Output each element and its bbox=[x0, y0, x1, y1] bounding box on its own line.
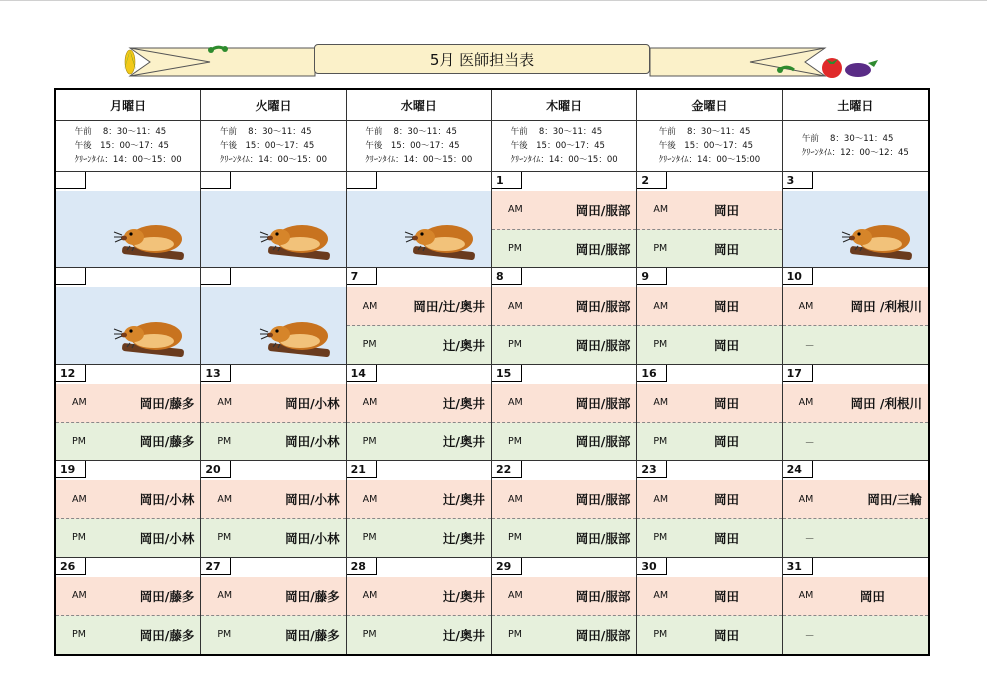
am-slot bbox=[492, 384, 636, 423]
day-number-box bbox=[492, 365, 636, 384]
pm-doctors: 辻/奥井 bbox=[442, 530, 485, 546]
pm-doctors: 岡田/服部 bbox=[575, 337, 631, 353]
am-slot bbox=[492, 191, 636, 230]
am-doctors: 辻/奥井 bbox=[442, 395, 485, 411]
weekday-header: 金曜日 bbox=[637, 90, 782, 121]
day-cell bbox=[56, 268, 201, 364]
day-number: 19 bbox=[56, 461, 86, 478]
mole-icon bbox=[258, 312, 334, 358]
day-number-box bbox=[201, 558, 345, 577]
office-hours: 午前 8：30～11：45 ｸﾘｰﾝﾀｲﾑ：12：00～12：45 bbox=[783, 121, 928, 172]
day-number-box bbox=[56, 268, 200, 287]
am-label: AM bbox=[72, 397, 87, 409]
pm-doctors: 岡田/小林 bbox=[285, 530, 340, 546]
pm-slot bbox=[637, 423, 781, 461]
pm-slot bbox=[637, 326, 781, 364]
day-number: 3 bbox=[783, 172, 813, 189]
am-doctors: 岡田 /利根川 bbox=[850, 299, 922, 315]
am-doctors: 岡田/服部 bbox=[575, 395, 631, 411]
day-cell bbox=[56, 365, 201, 461]
am-slot bbox=[56, 480, 200, 519]
day-cell bbox=[56, 172, 201, 268]
day-number: 13 bbox=[201, 365, 231, 382]
day-number-box bbox=[637, 461, 781, 480]
day-number: 8 bbox=[492, 268, 522, 285]
pm-label: PM bbox=[507, 629, 522, 641]
am-slot bbox=[783, 480, 928, 519]
pm-slot bbox=[783, 326, 928, 364]
pm-label: PM bbox=[653, 532, 668, 544]
am-slot bbox=[637, 191, 781, 230]
am-slot bbox=[492, 480, 636, 519]
am-label: AM bbox=[507, 397, 523, 409]
pm-label: PM bbox=[507, 339, 522, 351]
no-consultation-mark: － bbox=[804, 437, 815, 449]
pm-slot bbox=[56, 519, 200, 557]
pm-label: PM bbox=[362, 532, 377, 544]
am-slot bbox=[637, 287, 781, 326]
am-label: AM bbox=[72, 590, 87, 602]
am-doctors: 岡田/小林 bbox=[285, 395, 340, 411]
pm-slot bbox=[347, 519, 491, 557]
pm-label: PM bbox=[217, 629, 232, 641]
pm-label: PM bbox=[72, 629, 86, 641]
pm-label: PM bbox=[362, 435, 377, 447]
day-cell bbox=[201, 172, 346, 268]
day-number: 20 bbox=[201, 461, 231, 478]
day-number-box bbox=[637, 558, 781, 577]
pm-label: PM bbox=[362, 629, 377, 641]
am-label: AM bbox=[653, 300, 669, 312]
pm-slot bbox=[492, 616, 636, 654]
am-label: AM bbox=[507, 204, 523, 216]
day-number bbox=[347, 172, 377, 189]
pm-doctors: 辻/奥井 bbox=[442, 434, 485, 450]
day-number: 27 bbox=[201, 558, 231, 575]
am-label: AM bbox=[217, 590, 233, 602]
pm-label: PM bbox=[653, 435, 668, 447]
am-label: AM bbox=[653, 590, 669, 602]
am-doctors: 岡田/藤多 bbox=[139, 395, 195, 411]
mole-icon bbox=[112, 312, 188, 358]
pm-slot bbox=[56, 423, 200, 461]
pm-slot bbox=[783, 519, 928, 557]
pm-doctors: 岡田/服部 bbox=[575, 434, 631, 450]
mole-icon bbox=[112, 215, 188, 261]
am-label: AM bbox=[217, 397, 233, 409]
pm-doctors: 岡田/小林 bbox=[139, 530, 195, 546]
am-doctors: 岡田 bbox=[713, 299, 739, 315]
pm-doctors: 岡田/藤多 bbox=[139, 434, 195, 450]
pm-slot bbox=[637, 616, 781, 654]
closed-day bbox=[347, 191, 491, 267]
weekday-header: 木曜日 bbox=[492, 90, 637, 121]
office-hours: 午前 8：30～11：45 午後 15：00～17：45 ｸﾘｰﾝﾀｲﾑ：14：00～15：00 bbox=[347, 121, 492, 172]
eggplant-icon bbox=[845, 60, 878, 77]
pm-label: PM bbox=[217, 532, 232, 544]
day-number: 28 bbox=[347, 558, 377, 575]
am-label: AM bbox=[217, 493, 233, 505]
day-number-box bbox=[492, 172, 636, 191]
day-number-box bbox=[492, 268, 636, 287]
am-label: AM bbox=[798, 397, 814, 409]
pm-slot bbox=[492, 423, 636, 461]
day-number-box bbox=[783, 558, 928, 577]
am-doctors: 岡田/藤多 bbox=[285, 588, 340, 604]
pm-doctors: 岡田 bbox=[713, 241, 739, 257]
mole-icon bbox=[258, 215, 334, 261]
pm-slot bbox=[347, 423, 491, 461]
pm-slot bbox=[201, 519, 345, 557]
pm-slot bbox=[347, 616, 491, 654]
tomato-icon bbox=[822, 58, 842, 78]
am-doctors: 岡田/藤多 bbox=[139, 588, 195, 604]
closed-day bbox=[56, 191, 200, 267]
pm-label: PM bbox=[217, 435, 232, 447]
am-label: AM bbox=[798, 590, 814, 602]
am-doctors: 岡田/服部 bbox=[575, 492, 631, 508]
am-doctors: 岡田 bbox=[713, 202, 739, 218]
am-slot bbox=[637, 384, 781, 423]
day-number-box bbox=[783, 268, 928, 287]
day-cell bbox=[347, 365, 492, 461]
am-slot bbox=[492, 287, 636, 326]
am-doctors: 岡田/三輪 bbox=[867, 492, 922, 508]
day-number-box bbox=[637, 365, 781, 384]
day-number-box bbox=[347, 365, 491, 384]
no-consultation-mark: － bbox=[804, 631, 815, 643]
pm-label: PM bbox=[72, 435, 86, 447]
am-label: AM bbox=[362, 493, 378, 505]
pm-label: PM bbox=[507, 243, 522, 255]
pm-slot bbox=[783, 616, 928, 654]
day-number: 24 bbox=[783, 461, 813, 478]
day-number-box bbox=[492, 558, 636, 577]
pm-slot bbox=[492, 230, 636, 268]
day-number-box bbox=[783, 461, 928, 480]
am-doctors: 岡田/服部 bbox=[575, 299, 631, 315]
am-doctors: 岡田 /利根川 bbox=[850, 395, 922, 411]
pm-label: PM bbox=[72, 532, 86, 544]
pm-label: PM bbox=[653, 339, 668, 351]
day-number: 30 bbox=[637, 558, 667, 575]
day-cell bbox=[783, 365, 928, 461]
day-number-box bbox=[201, 172, 345, 191]
corn-icon bbox=[123, 50, 137, 74]
am-doctors: 岡田/小林 bbox=[285, 492, 340, 508]
pm-label: PM bbox=[362, 339, 377, 351]
am-label: AM bbox=[72, 493, 87, 505]
am-doctors: 岡田/小林 bbox=[139, 492, 195, 508]
office-hours: 午前 8：30～11：45 午後 15：00～17：45 ｸﾘｰﾝﾀｲﾑ：14：00～15：00 bbox=[56, 121, 201, 172]
am-slot bbox=[637, 577, 781, 616]
weekday-header: 火曜日 bbox=[201, 90, 346, 121]
am-doctors: 岡田 bbox=[713, 395, 739, 411]
day-number: 31 bbox=[783, 558, 813, 575]
pm-slot bbox=[201, 423, 345, 461]
am-slot bbox=[347, 480, 491, 519]
am-slot bbox=[347, 384, 491, 423]
day-number: 10 bbox=[783, 268, 813, 285]
weekday-header: 月曜日 bbox=[56, 90, 201, 121]
pm-doctors: 辻/奥井 bbox=[442, 337, 485, 353]
day-number: 14 bbox=[347, 365, 377, 382]
no-consultation-mark: － bbox=[804, 341, 815, 353]
pm-doctors: 岡田 bbox=[713, 627, 739, 643]
am-label: AM bbox=[798, 493, 814, 505]
am-slot bbox=[783, 577, 928, 616]
day-number: 15 bbox=[492, 365, 522, 382]
am-label: AM bbox=[653, 397, 669, 409]
am-slot bbox=[201, 480, 345, 519]
day-number: 7 bbox=[347, 268, 377, 285]
pm-doctors: 岡田 bbox=[713, 434, 739, 450]
am-slot bbox=[201, 384, 345, 423]
am-doctors: 岡田/服部 bbox=[575, 202, 631, 218]
day-number-box bbox=[201, 365, 345, 384]
day-number: 21 bbox=[347, 461, 377, 478]
day-number bbox=[201, 268, 231, 285]
am-label: AM bbox=[362, 300, 378, 312]
day-number-box bbox=[56, 558, 200, 577]
day-number: 2 bbox=[637, 172, 667, 189]
am-slot bbox=[783, 287, 928, 326]
day-number-box bbox=[201, 268, 345, 287]
mole-icon bbox=[840, 215, 916, 261]
day-number: 16 bbox=[637, 365, 667, 382]
am-slot bbox=[492, 577, 636, 616]
day-number bbox=[56, 268, 86, 285]
pm-doctors: 岡田/藤多 bbox=[285, 627, 340, 643]
am-slot bbox=[637, 480, 781, 519]
pm-doctors: 岡田 bbox=[713, 337, 739, 353]
pm-doctors: 岡田/小林 bbox=[285, 434, 340, 450]
pm-doctors: 岡田 bbox=[713, 530, 739, 546]
day-number-box bbox=[201, 461, 345, 480]
pm-slot bbox=[201, 616, 345, 654]
title-banner bbox=[110, 38, 890, 88]
am-label: AM bbox=[362, 590, 378, 602]
day-cell bbox=[492, 365, 637, 461]
am-label: AM bbox=[362, 397, 378, 409]
page-top-border bbox=[0, 0, 987, 1]
day-number-box bbox=[56, 172, 200, 191]
am-doctors: 辻/奥井 bbox=[442, 588, 485, 604]
weekday-header: 水曜日 bbox=[347, 90, 492, 121]
day-number: 26 bbox=[56, 558, 86, 575]
day-number-box bbox=[347, 558, 491, 577]
day-number: 1 bbox=[492, 172, 522, 189]
am-slot bbox=[201, 577, 345, 616]
pm-slot bbox=[347, 326, 491, 364]
closed-day bbox=[201, 191, 345, 267]
am-label: AM bbox=[798, 300, 814, 312]
day-cell bbox=[201, 461, 346, 557]
day-number: 17 bbox=[783, 365, 813, 382]
day-number: 12 bbox=[56, 365, 86, 382]
day-number-box bbox=[783, 365, 928, 384]
am-slot bbox=[783, 384, 928, 423]
office-hours: 午前 8：30～11：45 午後 15：00～17：45 ｸﾘｰﾝﾀｲﾑ：14：00～15：00 bbox=[492, 121, 637, 172]
day-number: 23 bbox=[637, 461, 667, 478]
mole-icon bbox=[403, 215, 479, 261]
pm-doctors: 岡田/服部 bbox=[575, 530, 631, 546]
am-label: AM bbox=[653, 493, 669, 505]
am-doctors: 岡田 bbox=[859, 588, 885, 604]
day-number-box bbox=[637, 268, 781, 287]
am-doctors: 岡田/服部 bbox=[575, 588, 631, 604]
am-doctors: 岡田 bbox=[713, 492, 739, 508]
day-number: 29 bbox=[492, 558, 522, 575]
pm-slot bbox=[492, 519, 636, 557]
day-cell bbox=[783, 172, 928, 268]
day-number-box bbox=[347, 172, 491, 191]
am-doctors: 辻/奥井 bbox=[442, 492, 485, 508]
pm-slot bbox=[637, 230, 781, 268]
day-cell bbox=[637, 172, 782, 268]
pm-label: PM bbox=[507, 532, 522, 544]
pm-label: PM bbox=[507, 435, 522, 447]
am-doctors: 岡田/辻/奥井 bbox=[413, 299, 485, 315]
day-number-box bbox=[347, 461, 491, 480]
am-label: AM bbox=[507, 590, 523, 602]
day-cell bbox=[56, 461, 201, 557]
day-cell bbox=[492, 172, 637, 268]
day-cell bbox=[492, 558, 637, 654]
day-number bbox=[56, 172, 86, 189]
day-cell bbox=[637, 365, 782, 461]
pm-doctors: 岡田/服部 bbox=[575, 241, 631, 257]
day-cell bbox=[347, 558, 492, 654]
closed-day bbox=[201, 287, 345, 363]
day-cell bbox=[492, 268, 637, 364]
day-cell bbox=[637, 558, 782, 654]
pm-slot bbox=[492, 326, 636, 364]
day-number: 9 bbox=[637, 268, 667, 285]
closed-day bbox=[56, 287, 200, 363]
pm-slot bbox=[637, 519, 781, 557]
day-cell bbox=[201, 268, 346, 364]
pm-label: PM bbox=[653, 629, 668, 641]
day-cell bbox=[347, 461, 492, 557]
am-slot bbox=[56, 384, 200, 423]
am-slot bbox=[347, 577, 491, 616]
day-cell bbox=[201, 365, 346, 461]
closed-day bbox=[783, 191, 928, 267]
day-cell bbox=[201, 558, 346, 654]
day-cell bbox=[347, 268, 492, 364]
day-number-box bbox=[492, 461, 636, 480]
day-number-box bbox=[637, 172, 781, 191]
pm-doctors: 岡田/服部 bbox=[575, 627, 631, 643]
day-cell bbox=[56, 558, 201, 654]
no-consultation-mark: － bbox=[804, 534, 815, 546]
day-cell bbox=[783, 558, 928, 654]
day-number-box bbox=[347, 268, 491, 287]
pm-slot bbox=[783, 423, 928, 461]
day-number-box bbox=[56, 365, 200, 384]
day-cell bbox=[637, 268, 782, 364]
am-doctors: 岡田 bbox=[713, 588, 739, 604]
day-number-box bbox=[783, 172, 928, 191]
day-cell bbox=[492, 461, 637, 557]
am-slot bbox=[56, 577, 200, 616]
pm-label: PM bbox=[653, 243, 668, 255]
doctor-schedule-calendar bbox=[54, 88, 930, 656]
am-slot bbox=[347, 287, 491, 326]
day-cell bbox=[347, 172, 492, 268]
day-number: 22 bbox=[492, 461, 522, 478]
am-label: AM bbox=[507, 300, 523, 312]
pm-doctors: 辻/奥井 bbox=[442, 627, 485, 643]
pm-slot bbox=[56, 616, 200, 654]
day-cell bbox=[783, 461, 928, 557]
am-label: AM bbox=[507, 493, 523, 505]
day-number bbox=[201, 172, 231, 189]
weekday-header: 土曜日 bbox=[783, 90, 928, 121]
office-hours: 午前 8：30～11：45 午後 15：00～17：45 ｸﾘｰﾝﾀｲﾑ：14：00～15：00 bbox=[201, 121, 346, 172]
am-label: AM bbox=[653, 204, 669, 216]
day-cell bbox=[783, 268, 928, 364]
day-number-box bbox=[56, 461, 200, 480]
day-cell bbox=[637, 461, 782, 557]
office-hours: 午前 8：30～11：45 午後 15：00～17：45 ｸﾘｰﾝﾀｲﾑ：14：00～15:00 bbox=[637, 121, 782, 172]
page-title: 5月 医師担当表 bbox=[314, 44, 650, 74]
pm-doctors: 岡田/藤多 bbox=[139, 627, 195, 643]
